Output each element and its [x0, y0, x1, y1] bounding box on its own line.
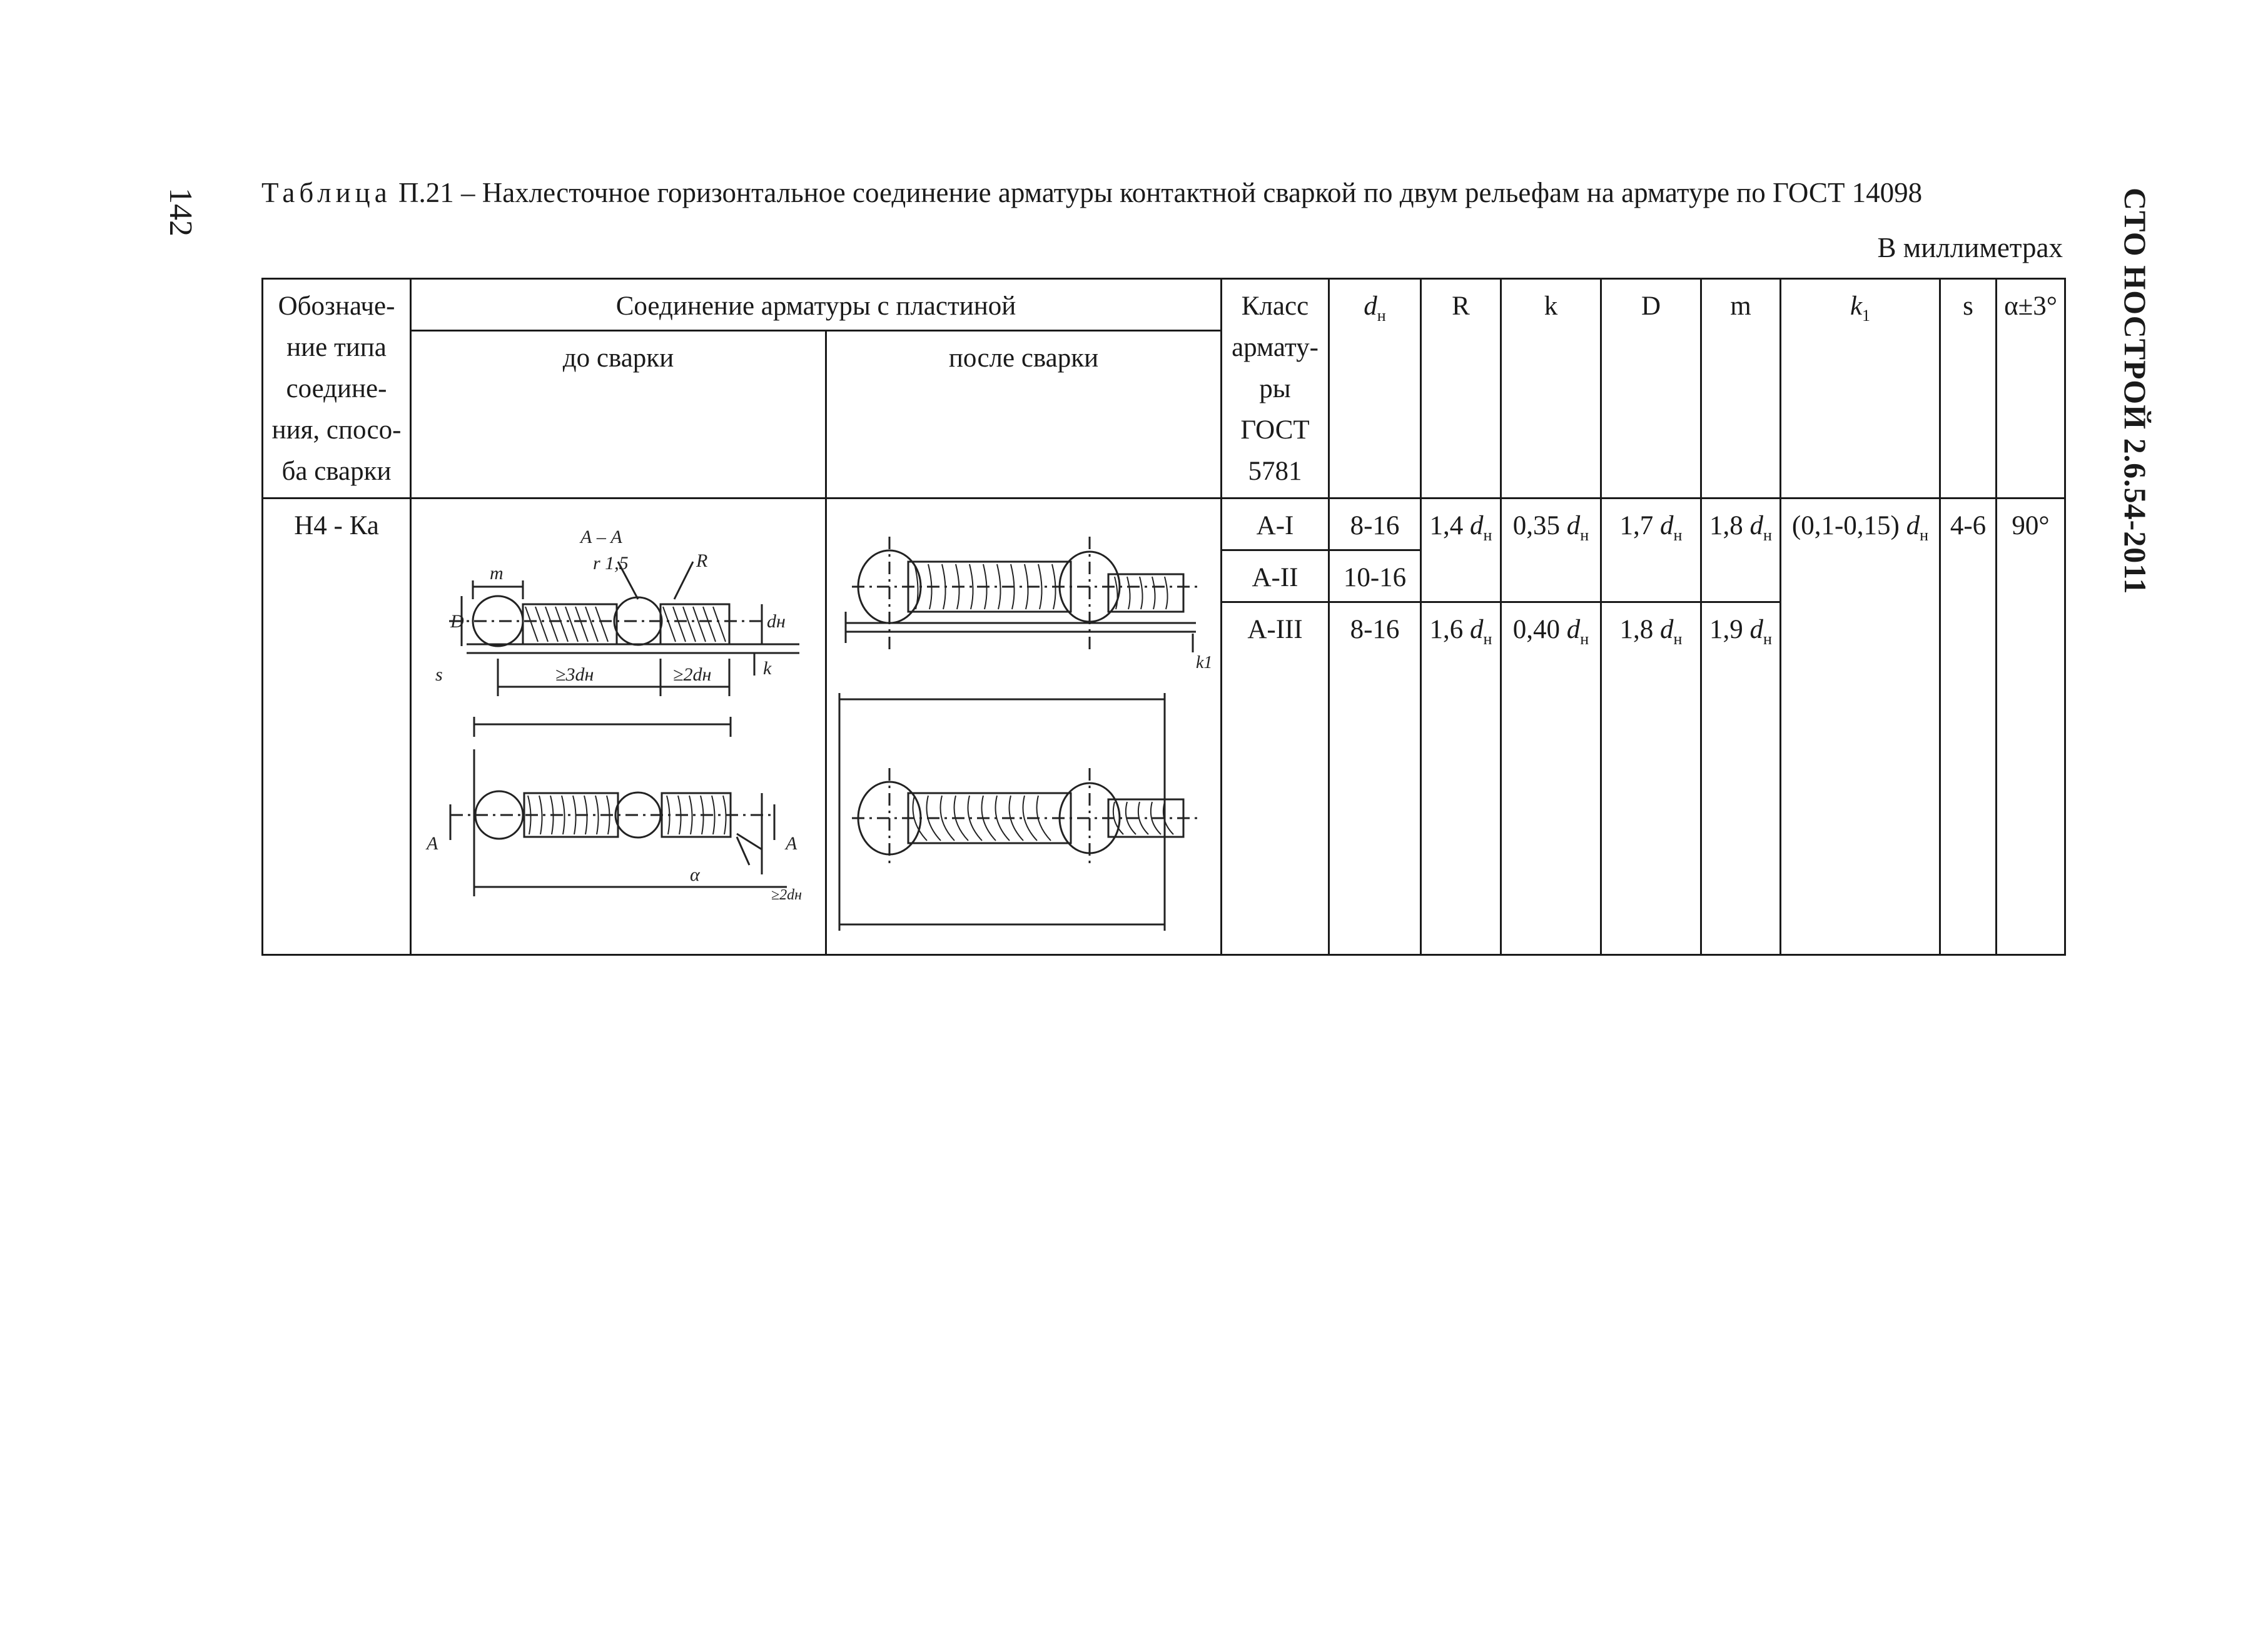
d-sub: н	[1483, 526, 1492, 544]
document-code: СТО НОСТРОЙ 2.6.54-2011	[2118, 188, 2153, 595]
alpha-value: 90°	[1997, 499, 2065, 955]
d-sub: н	[1580, 630, 1589, 648]
table-title-text: П.21 – Нахлесточное горизонтальное соединение арматуры контактной сваркой по двум рельефам на арматуре по ГОСТ 14098	[391, 177, 1923, 208]
header-designation	[263, 279, 411, 499]
row-dn-A-III: 8-16	[1329, 602, 1421, 955]
table-title-label: Таблица	[261, 177, 392, 208]
D-label: D	[450, 611, 464, 632]
k-label: k	[763, 658, 772, 679]
d-symbol: d	[1470, 615, 1484, 644]
k-value: 0,35	[1512, 511, 1561, 540]
header-s: s	[1940, 279, 1997, 499]
header-class-line: армату-	[1232, 333, 1319, 362]
R-value: 1,6	[1429, 615, 1464, 644]
header-k1-symbol: k	[1850, 291, 1863, 321]
header-k1-sub: 1	[1862, 306, 1871, 325]
designation-value: Н4 - Ка	[263, 499, 411, 955]
row-k-A-I	[1501, 499, 1601, 602]
header-dn-sub: н	[1377, 306, 1386, 325]
d-sub: н	[1763, 526, 1772, 544]
row-R-A-III	[1421, 602, 1501, 955]
length-2d-label: ≥2dн	[673, 664, 712, 685]
header-R: R	[1421, 279, 1501, 499]
dn-label: dн	[767, 611, 786, 632]
header-designation-line: ние типа	[286, 333, 387, 362]
m-value: 1,9	[1709, 615, 1743, 644]
radius-label: r 1,5	[593, 553, 629, 574]
header-designation-line: ба сварки	[281, 457, 392, 486]
d-symbol: d	[1906, 511, 1920, 540]
d-symbol: d	[1660, 511, 1674, 540]
d-symbol: d	[1660, 615, 1674, 644]
d-sub: н	[1920, 526, 1929, 544]
length-2d-vertical-label: ≥2dн	[771, 887, 802, 903]
header-class-line: ГОСТ	[1240, 415, 1310, 445]
header-k1	[1781, 279, 1940, 499]
header-dn-symbol: d	[1364, 291, 1377, 321]
m-label: m	[490, 563, 504, 584]
d-sub: н	[1673, 630, 1683, 648]
row-m-A-I	[1701, 499, 1781, 602]
header-class	[1222, 279, 1329, 499]
page-number: 142	[163, 188, 198, 236]
welding-table	[261, 278, 2066, 956]
k1-value-cell	[1781, 499, 1940, 955]
section-mark-right: А	[786, 833, 797, 854]
d-sub: н	[1673, 526, 1683, 544]
D-value: 1,7	[1619, 511, 1654, 540]
header-dn	[1329, 279, 1421, 499]
row-class-A-III: А-III	[1222, 602, 1329, 955]
d-symbol: d	[1749, 615, 1764, 644]
header-alpha: α±3°	[1997, 279, 2065, 499]
k-value: 0,40	[1512, 615, 1561, 644]
row-class-A-II: А-II	[1222, 550, 1329, 602]
R-label: R	[696, 550, 708, 571]
table-title	[261, 176, 2063, 209]
header-designation-line: Обозначе-	[278, 291, 395, 321]
length-3d-label: ≥3dн	[555, 664, 594, 685]
header-m: m	[1701, 279, 1781, 499]
header-connection: Соединение арматуры с пластиной	[411, 279, 1222, 331]
row-D-A-III	[1601, 602, 1701, 955]
d-symbol: d	[1566, 615, 1581, 644]
header-after-welding: после сварки	[826, 331, 1222, 499]
header-class-line: 5781	[1248, 457, 1302, 486]
after-welding-figure	[827, 499, 1218, 944]
k1-value: (0,1-0,15)	[1791, 511, 1900, 540]
header-D: D	[1601, 279, 1701, 499]
d-sub: н	[1580, 526, 1589, 544]
row-dn-A-I: 8-16	[1329, 499, 1421, 550]
section-mark-left: А	[427, 833, 438, 854]
s-value: 4-6	[1940, 499, 1997, 955]
header-before-welding: до сварки	[411, 331, 826, 499]
row-dn-A-II: 10-16	[1329, 550, 1421, 602]
alpha-label: α	[690, 864, 700, 885]
d-symbol: d	[1749, 511, 1764, 540]
R-value: 1,4	[1429, 511, 1464, 540]
row-m-A-III	[1701, 602, 1781, 955]
row-k-A-III	[1501, 602, 1601, 955]
drawing-after-welding	[826, 499, 1222, 955]
d-sub: н	[1483, 630, 1492, 648]
header-designation-line: соедине-	[286, 374, 387, 403]
header-class-line: ры	[1259, 374, 1291, 403]
before-welding-figure	[412, 499, 823, 944]
d-symbol: d	[1566, 511, 1581, 540]
row-D-A-I	[1601, 499, 1701, 602]
d-sub: н	[1763, 630, 1772, 648]
d-symbol: d	[1470, 511, 1484, 540]
drawing-before-welding	[411, 499, 826, 955]
k1-label: k1	[1196, 653, 1213, 672]
section-label: А – А	[580, 527, 622, 547]
row-R-A-I	[1421, 499, 1501, 602]
row-class-A-I: А-I	[1222, 499, 1329, 550]
D-value: 1,8	[1619, 615, 1654, 644]
m-value: 1,8	[1709, 511, 1743, 540]
header-class-line: Класс	[1241, 291, 1309, 321]
header-designation-line: ния, спосо-	[271, 415, 402, 445]
header-k: k	[1501, 279, 1601, 499]
units-note: В миллиметрах	[1877, 232, 2063, 263]
s-label: s	[435, 664, 443, 685]
